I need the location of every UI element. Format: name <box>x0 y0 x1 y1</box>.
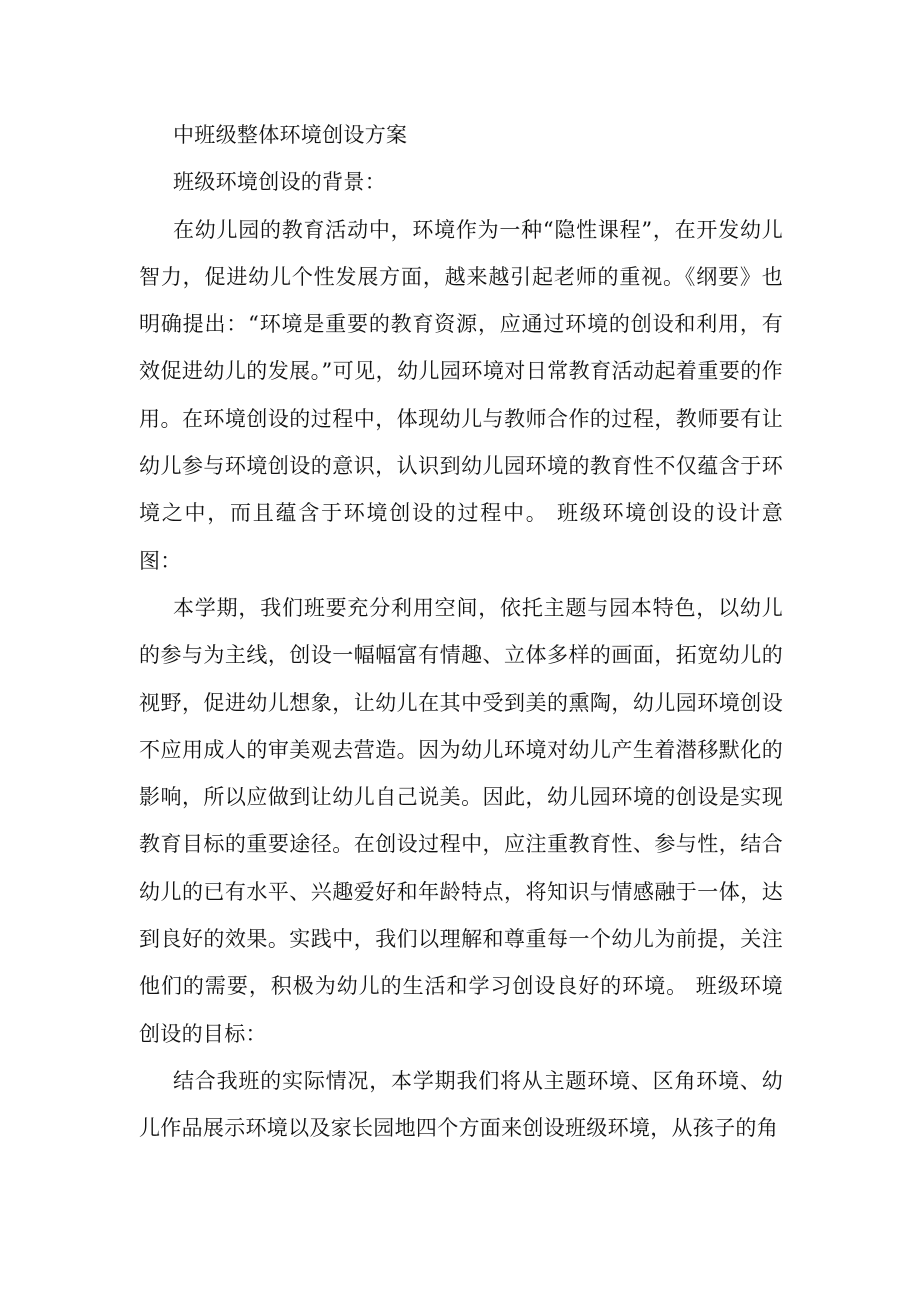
document-body <box>139 112 783 1153</box>
section-heading-background: 班级环境创设的背景： <box>173 170 386 195</box>
paragraph-goals: 结合我班的实际情况，本学期我们将从主题环境、区角环境、幼儿作品展示环境以及家长园地四个方面来创设班级环境，从孩子的角 <box>139 1068 783 1141</box>
document-title: 中班级整体环境创设方案 <box>173 123 408 147</box>
paragraph-background: 在幼儿园的教育活动中，环境作为一种“隐性课程”，在开发幼儿智力，促进幼儿个性发展方面，越来越引起老师的重视。《纲要》也明确提出：“环境是重要的教育资源，应通过环境的创设和利用，有效促进幼儿的发展。”可见，幼儿园环境对日常教育活动起着重要的作用。在环境创设的过程中，体现幼儿与教师合作的过程，教师要有让幼儿参与环境创设的意识，认识到幼儿园环境的教育性不仅蕴含于环境之中，而且蕴含于环境创设的过程中。 班级环境创设的设计意图： <box>139 217 783 573</box>
paragraph-design-intent: 本学期，我们班要充分利用空间，依托主题与园本特色，以幼儿的参与为主线，创设一幅幅富有情趣、立体多样的画面，拓宽幼儿的视野，促进幼儿想象，让幼儿在其中受到美的熏陶，幼儿园环境创设不应用成人的审美观去营造。因为幼儿环境对幼儿产生着潜移默化的影响，所以应做到让幼儿自己说美。因此，幼儿园环境的创设是实现教育目标的重要途径。在创设过程中，应注重教育性、参与性，结合幼儿的已有水平、兴趣爱好和年龄特点，将知识与情感融于一体，达到良好的效果。实践中，我们以理解和尊重每一个幼儿为前提，关注他们的需要，积极为幼儿的生活和学习创设良好的环境。 班级环境创设的目标： <box>139 595 783 1046</box>
